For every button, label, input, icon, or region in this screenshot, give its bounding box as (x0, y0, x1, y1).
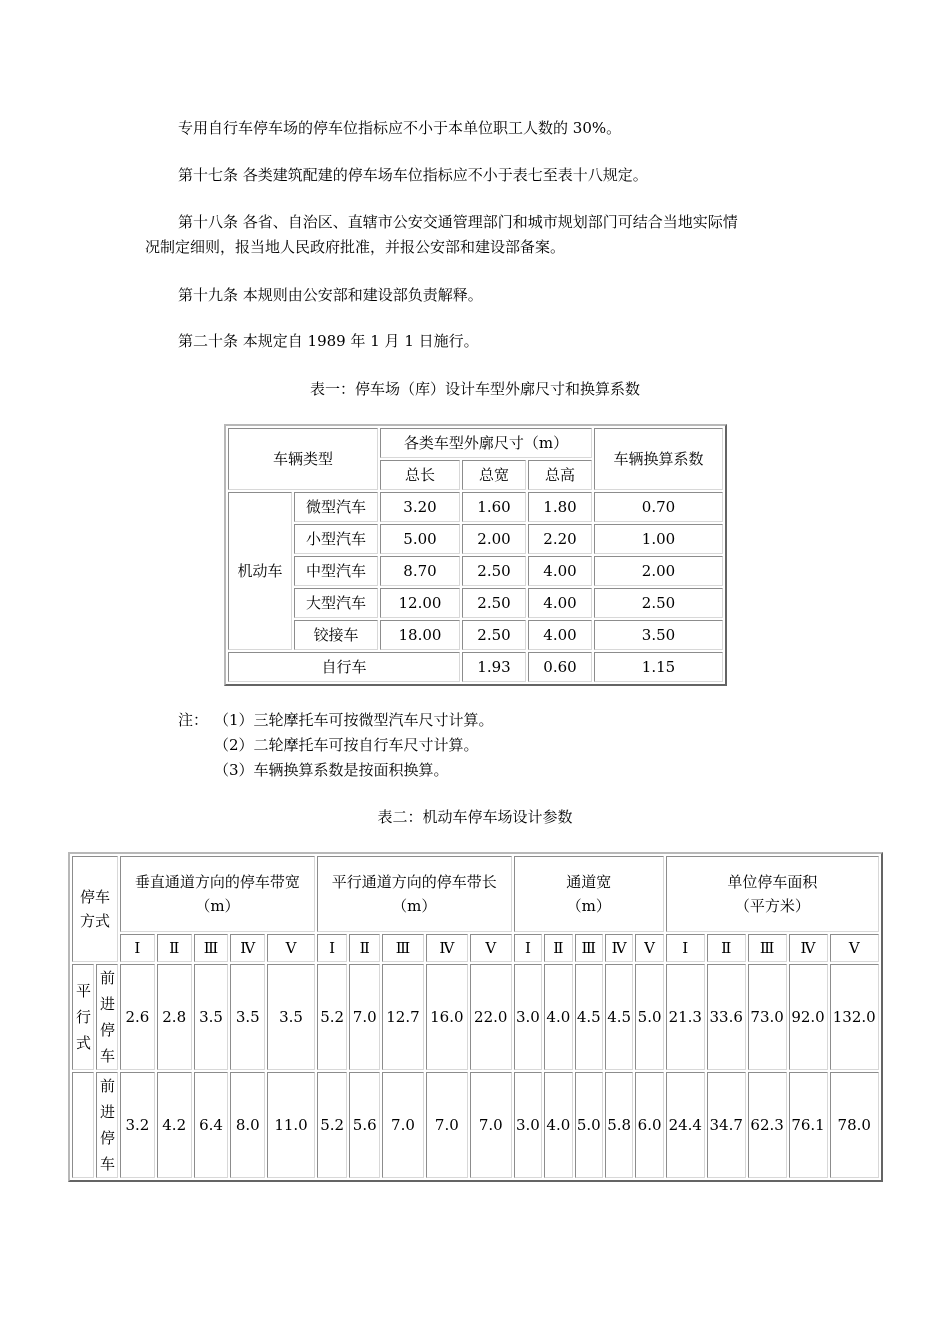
paragraph-article-20: 第二十条 本规定自 1989 年 1 月 1 日施行。 (178, 332, 479, 350)
row-factor: 2.50 (594, 588, 723, 618)
row-height: 1.80 (528, 492, 592, 522)
row-length: 12.00 (380, 588, 460, 618)
row-width: 2.50 (462, 588, 526, 618)
row-width: 2.50 (462, 556, 526, 586)
value-cell: 7.0 (349, 964, 380, 1070)
row-width: 2.00 (462, 524, 526, 554)
value-cell: 4.0 (544, 1072, 572, 1178)
paragraph-article-18-cont: 况制定细则，报当地人民政府批准，并报公安部和建设部备案。 (145, 238, 566, 256)
row-type: 大型汽车 (294, 588, 378, 618)
table-row (228, 620, 723, 650)
table1-caption: 表一：停车场（库）设计车型外廓尺寸和换算系数 (309, 380, 640, 398)
row-length: 8.70 (380, 556, 460, 586)
row-height: 0.60 (528, 652, 592, 682)
header-group-perpendicular (120, 856, 315, 932)
table-row (228, 492, 723, 522)
header-height: 总高 (528, 460, 592, 490)
value-cell: 3.5 (194, 964, 229, 1070)
vehicle-dimensions-table (224, 424, 727, 686)
paragraph-bicycle-parking: 专用自行车停车场的停车位指标应不小于本单位职工人数的 30%。 (178, 119, 622, 137)
table2-caption: 表二：机动车停车场设计参数 (377, 808, 573, 826)
value-cell: 76.1 (789, 1072, 828, 1178)
header-group-area (666, 856, 879, 932)
row-width: 1.93 (462, 652, 526, 682)
class-header: Ⅰ (317, 934, 348, 962)
header-factor: 车辆换算系数 (594, 428, 723, 490)
row-width: 1.60 (462, 492, 526, 522)
class-header: Ⅳ (230, 934, 265, 962)
table-row (228, 588, 723, 618)
class-header: Ⅱ (707, 934, 746, 962)
row-height: 4.00 (528, 620, 592, 650)
value-cell: 5.8 (605, 1072, 633, 1178)
row-type: 铰接车 (294, 620, 378, 650)
value-cell: 7.0 (426, 1072, 468, 1178)
value-cell: 4.5 (605, 964, 633, 1070)
class-header: Ⅳ (789, 934, 828, 962)
row-width: 2.50 (462, 620, 526, 650)
parking-mode-label: 停车方式 (79, 888, 110, 930)
note-item: （2）二轮摩托车可按自行车尺寸计算。 (214, 736, 479, 754)
value-cell: 5.2 (317, 964, 348, 1070)
header-group-parallel (317, 856, 512, 932)
value-cell: 22.0 (470, 964, 512, 1070)
class-header: Ⅴ (267, 934, 315, 962)
value-cell: 3.0 (514, 1072, 542, 1178)
value-cell: 3.5 (267, 964, 315, 1070)
value-cell: 7.0 (470, 1072, 512, 1178)
group1-unit: （m） (195, 897, 240, 915)
paragraph-article-19: 第十九条 本规则由公安部和建设部负责解释。 (178, 286, 483, 304)
row-sub (96, 1072, 118, 1178)
table-row (72, 964, 879, 1070)
motor-group-label: 机动车 (228, 492, 292, 650)
group2-label: 平行通道方向的停车带长 (331, 873, 497, 891)
value-cell: 5.0 (575, 1072, 603, 1178)
paragraph-article-17: 第十七条 各类建筑配建的停车场车位指标应不小于表七至表十八规定。 (178, 166, 648, 184)
value-cell: 24.4 (666, 1072, 705, 1178)
row-factor: 1.15 (594, 652, 723, 682)
row-mode (72, 964, 94, 1070)
value-cell: 34.7 (707, 1072, 746, 1178)
value-cell: 4.0 (544, 964, 572, 1070)
value-cell: 21.3 (666, 964, 705, 1070)
header-group-aisle (514, 856, 664, 932)
row-length: 3.20 (380, 492, 460, 522)
value-cell: 5.0 (635, 964, 663, 1070)
class-header: Ⅰ (514, 934, 542, 962)
paragraph-article-18: 第十八条 各省、自治区、直辖市公安交通管理部门和城市规划部门可结合当地实际情 (178, 213, 738, 231)
class-header: Ⅴ (830, 934, 880, 962)
value-cell: 7.0 (382, 1072, 424, 1178)
header-dimensions: 各类车型外廓尺寸（m） (380, 428, 592, 458)
row-length: 18.00 (380, 620, 460, 650)
class-header: Ⅲ (382, 934, 424, 962)
row-type: 小型汽车 (294, 524, 378, 554)
class-header: Ⅴ (470, 934, 512, 962)
value-cell: 33.6 (707, 964, 746, 1070)
group4-label: 单位停车面积 (727, 873, 818, 891)
header-width: 总宽 (462, 460, 526, 490)
row-mode (72, 1072, 94, 1178)
row-type: 中型汽车 (294, 556, 378, 586)
class-header: Ⅰ (666, 934, 705, 962)
row-sub-label: 前进停车 (100, 1077, 116, 1173)
row-type: 微型汽车 (294, 492, 378, 522)
class-header: Ⅱ (544, 934, 572, 962)
class-header: Ⅲ (194, 934, 229, 962)
value-cell: 3.0 (514, 964, 542, 1070)
value-cell: 6.0 (635, 1072, 663, 1178)
value-cell: 2.8 (157, 964, 192, 1070)
value-cell: 6.4 (194, 1072, 229, 1178)
value-cell: 5.2 (317, 1072, 348, 1178)
class-header: Ⅱ (157, 934, 192, 962)
row-factor: 2.00 (594, 556, 723, 586)
group3-unit: （m） (566, 897, 611, 915)
value-cell: 78.0 (830, 1072, 880, 1178)
group3-label: 通道宽 (566, 873, 612, 891)
table-row (228, 524, 723, 554)
value-cell: 8.0 (230, 1072, 265, 1178)
header-length: 总长 (380, 460, 460, 490)
class-header: Ⅲ (748, 934, 787, 962)
value-cell: 2.6 (120, 964, 155, 1070)
class-header: Ⅳ (426, 934, 468, 962)
header-parking-mode (72, 856, 118, 962)
value-cell: 4.2 (157, 1072, 192, 1178)
row-height: 4.00 (528, 556, 592, 586)
class-header: Ⅱ (349, 934, 380, 962)
class-header: Ⅳ (605, 934, 633, 962)
table-row (72, 1072, 879, 1178)
row-length: 5.00 (380, 524, 460, 554)
row-mode-label: 平行式 (76, 982, 92, 1052)
value-cell: 62.3 (748, 1072, 787, 1178)
value-cell: 3.5 (230, 964, 265, 1070)
note-item: （3）车辆换算系数是按面积换算。 (214, 761, 449, 779)
class-header: Ⅲ (575, 934, 603, 962)
group4-unit: （平方米） (734, 897, 810, 915)
value-cell: 16.0 (426, 964, 468, 1070)
row-sub (96, 964, 118, 1070)
class-header: Ⅴ (635, 934, 663, 962)
group1-label: 垂直通道方向的停车带宽 (134, 873, 300, 891)
value-cell: 132.0 (830, 964, 880, 1070)
row-sub-label: 前进停车 (100, 969, 116, 1065)
row-type: 自行车 (228, 652, 460, 682)
row-factor: 1.00 (594, 524, 723, 554)
class-header: Ⅰ (120, 934, 155, 962)
row-height: 4.00 (528, 588, 592, 618)
row-height: 2.20 (528, 524, 592, 554)
group2-unit: （m） (392, 897, 437, 915)
row-factor: 3.50 (594, 620, 723, 650)
header-vehicle-type: 车辆类型 (228, 428, 378, 490)
value-cell: 92.0 (789, 964, 828, 1070)
table-row (228, 556, 723, 586)
value-cell: 11.0 (267, 1072, 315, 1178)
parking-parameters-table (68, 852, 883, 1182)
row-factor: 0.70 (594, 492, 723, 522)
value-cell: 73.0 (748, 964, 787, 1070)
note-item: （1）三轮摩托车可按微型汽车尺寸计算。 (214, 711, 494, 729)
value-cell: 5.6 (349, 1072, 380, 1178)
notes-label: 注： (178, 711, 209, 729)
value-cell: 3.2 (120, 1072, 155, 1178)
value-cell: 4.5 (575, 964, 603, 1070)
table-row-bicycle (228, 652, 723, 682)
value-cell: 12.7 (382, 964, 424, 1070)
